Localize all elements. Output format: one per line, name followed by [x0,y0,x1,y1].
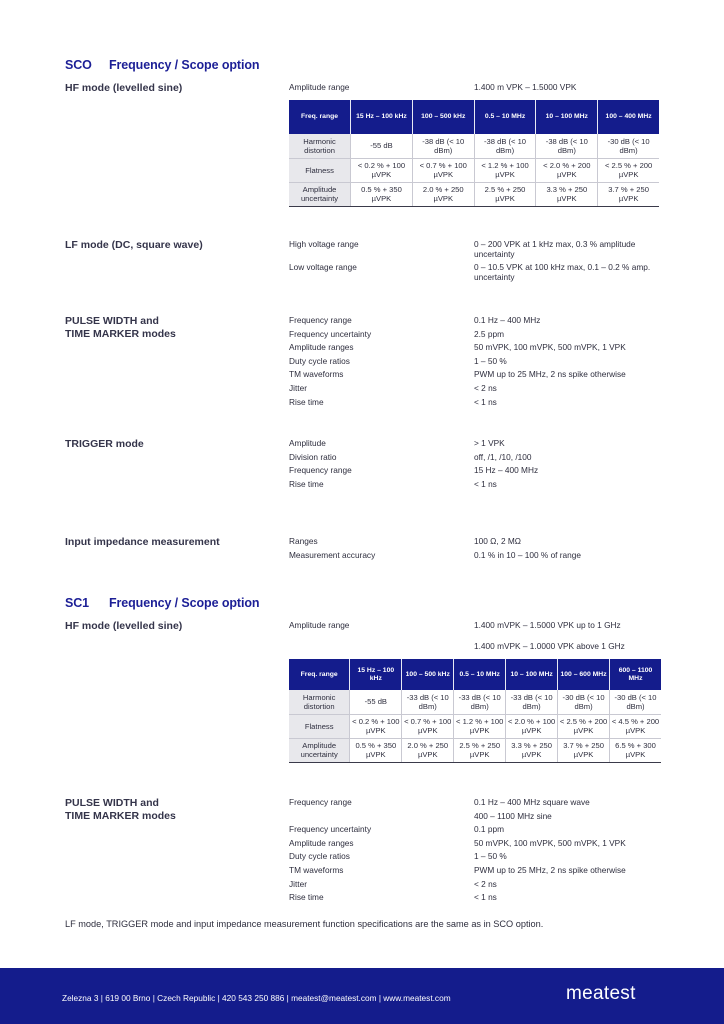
spec-value: 1 – 50 % [474,851,507,862]
sco-lf-mode-heading: LF mode (DC, square wave) [65,239,203,251]
table-row [289,738,661,762]
spec-label: Rise time [289,396,324,407]
table-cell: < 1.2 % + 100 µVPK [454,714,506,738]
spec-value: > 1 VPK [474,438,505,448]
table-header-cell: 0.5 – 10 MHz [474,100,536,134]
table-cell: 3.7 % + 250 µVPK [558,738,610,762]
table-cell: -30 dB (< 10 dBm) [598,134,659,158]
spec-label: Frequency range [289,465,352,476]
table-header-cell: 10 – 100 MHz [506,659,558,690]
table-row-header: Amplitude uncertainty [289,738,350,762]
table-cell: < 0.2 % + 100 µVPK [350,714,402,738]
spec-label: Amplitude ranges [289,342,354,353]
table-cell: 2.5 % + 250 µVPK [474,182,536,206]
spec-value: 400 – 1100 MHz sine [474,810,552,821]
spec-value: 1 – 50 % [474,355,507,366]
sc1-hf-spec-table [289,659,661,763]
spec-label: Frequency uncertainty [289,824,372,835]
footer-address: Zelezna 3 | 619 00 Brno | Czech Republic | 420 543 250 886 | meatest@meatest.com | www.meatest.com [62,993,451,1003]
table-header-cell: 15 Hz – 100 kHz [351,100,413,134]
table-cell: 6.5 % + 300 µVPK [610,738,661,762]
table-row [289,714,661,738]
table-row-header: Harmonic distortion [289,134,351,158]
table-cell: 3.7 % + 250 µVPK [598,182,659,206]
spec-label: Frequency uncertainty [289,328,372,339]
spec-value: 0.1 Hz – 400 MHz square wave [474,797,590,807]
table-cell: -38 dB (< 10 dBm) [536,134,598,158]
table-cell: -55 dB [350,690,402,714]
sc1-title: Frequency / Scope option [109,596,260,610]
spec-label: Jitter [289,383,307,393]
table-cell: 2.5 % + 250 µVPK [454,738,506,762]
sc1-hf-amp-label: Amplitude range [289,620,350,630]
table-header-cell: 100 – 600 MHz [558,659,610,690]
table-row [289,158,659,182]
table-header-freq-range: Freq. range [289,100,351,134]
sco-hf-mode-heading: HF mode (levelled sine) [65,82,183,94]
table-header-cell: 15 Hz – 100 kHz [350,659,402,690]
sco-hf-amp-value: 1.400 m VPK – 1.5000 VPK [474,82,577,92]
sc1-heading [65,596,259,610]
spec-label: TM waveforms [289,865,344,875]
table-cell: < 0.2 % + 100 µVPK [351,158,413,182]
spec-value: 0 – 10.5 VPK at 100 kHz max, 0.1 – 0.2 % amp. uncertainty [474,262,651,282]
spec-value: 0 – 200 VPK at 1 kHz max, 0.3 % amplitude uncertainty [474,239,636,259]
spec-label: TM waveforms [289,369,344,380]
table-cell: 0.5 % + 350 µVPK [351,182,413,206]
table-cell: -38 dB (< 10 dBm) [474,134,536,158]
table-cell: < 2.0 % + 100 µVPK [506,714,558,738]
table-cell: 3.3 % + 250 µVPK [536,182,598,206]
spec-value: 100 Ω, 2 MΩ [474,536,521,546]
spec-label: Low voltage range [289,262,357,272]
table-header-cell: 100 – 500 kHz [412,100,474,134]
table-cell: < 2.0 % + 200 µVPK [536,158,598,182]
spec-label: Measurement accuracy [289,549,376,560]
meatest-logo: meatest [566,983,636,1004]
spec-value: < 1 ns [474,892,497,903]
spec-value: < 2 ns [474,383,497,393]
table-cell: < 2.5 % + 200 µVPK [558,714,610,738]
table-row-header: Flatness [289,714,350,738]
spec-label: Division ratio [289,451,337,462]
table-row [289,182,659,206]
sco-impedance-mode-heading: Input impedance measurement [65,536,220,548]
spec-label: High voltage range [289,239,359,249]
spec-value: 0.1 ppm [474,824,504,835]
table-cell: -33 dB (< 10 dBm) [506,690,558,714]
table-cell: -30 dB (< 10 dBm) [558,690,610,714]
sc1-hf-amp-value-1: 1.400 mVPK – 1.5000 VPK up to 1 GHz [474,620,621,630]
spec-value: off, /1, /10, /100 [474,451,532,462]
table-row [289,690,661,714]
sco-heading [65,58,259,72]
spec-label: Ranges [289,536,318,546]
sc1-hf-mode-heading: HF mode (levelled sine) [65,620,183,632]
sco-hf-amp-label: Amplitude range [289,82,350,92]
spec-value: 50 mVPK, 100 mVPK, 500 mVPK, 1 VPK [474,342,626,353]
spec-label: Amplitude ranges [289,837,354,848]
spec-label: Amplitude [289,438,326,448]
table-header-cell: 100 – 500 kHz [402,659,454,690]
spec-value: 0.1 Hz – 400 MHz [474,315,541,325]
spec-label: Duty cycle ratios [289,355,350,366]
table-cell: -55 dB [351,134,413,158]
spec-value: PWM up to 25 MHz, 2 ns spike otherwise [474,369,626,380]
sco-code: SCO [65,58,92,72]
table-row [289,134,659,158]
table-cell: < 1.2 % + 100 µVPK [474,158,536,182]
sco-hf-spec-table [289,100,659,207]
spec-value: PWM up to 25 MHz, 2 ns spike otherwise [474,865,626,875]
spec-label: Jitter [289,878,307,889]
table-header-freq-range: Freq. range [289,659,350,690]
table-cell: -38 dB (< 10 dBm) [412,134,474,158]
spec-value: 15 Hz – 400 MHz [474,465,539,476]
table-cell: -30 dB (< 10 dBm) [610,690,661,714]
table-header-cell: 10 – 100 MHz [536,100,598,134]
table-cell: < 4.5 % + 200 µVPK [610,714,661,738]
spec-value: < 1 ns [474,396,497,407]
table-cell: 0.5 % + 350 µVPK [350,738,402,762]
sco-title: Frequency / Scope option [109,58,260,72]
spec-label: Rise time [289,892,324,903]
sc1-pulse-mode-heading: PULSE WIDTH and TIME MARKER modes [65,797,176,822]
table-header-cell: 100 – 400 MHz [598,100,659,134]
sc1-hf-amp-value-2: 1.400 mVPK – 1.0000 VPK above 1 GHz [474,641,625,651]
spec-value: < 2 ns [474,878,497,889]
table-header-cell: 600 – 1100 MHz [610,659,661,690]
spec-label: Duty cycle ratios [289,851,350,862]
table-cell: < 0.7 % + 100 µVPK [412,158,474,182]
footnote: LF mode, TRIGGER mode and input impedance measurement function specifications are the same as in SCO option. [65,919,544,929]
sc1-code: SC1 [65,596,90,610]
table-cell: 3.3 % + 250 µVPK [506,738,558,762]
spec-value: 2.5 ppm [474,328,504,339]
sco-pulse-mode-heading: PULSE WIDTH and TIME MARKER modes [65,315,176,340]
spec-label: Frequency range [289,797,352,807]
table-row-header: Flatness [289,158,351,182]
spec-label: Frequency range [289,315,352,325]
footer-bar [0,968,724,1024]
table-row-header: Amplitude uncertainty [289,182,351,206]
spec-value: < 1 ns [474,478,497,489]
spec-value: 0.1 % in 10 – 100 % of range [474,549,582,560]
sco-trigger-mode-heading: TRIGGER mode [65,438,144,450]
spec-value: 50 mVPK, 100 mVPK, 500 mVPK, 1 VPK [474,837,626,848]
table-cell: < 0.7 % + 100 µVPK [402,714,454,738]
table-row-header: Harmonic distortion [289,690,350,714]
table-cell: 2.0 % + 250 µVPK [412,182,474,206]
table-cell: -33 dB (< 10 dBm) [402,690,454,714]
table-header-cell: 0.5 – 10 MHz [454,659,506,690]
table-cell: -33 dB (< 10 dBm) [454,690,506,714]
table-cell: 2.0 % + 250 µVPK [402,738,454,762]
spec-label: Rise time [289,478,324,489]
table-cell: < 2.5 % + 200 µVPK [598,158,659,182]
